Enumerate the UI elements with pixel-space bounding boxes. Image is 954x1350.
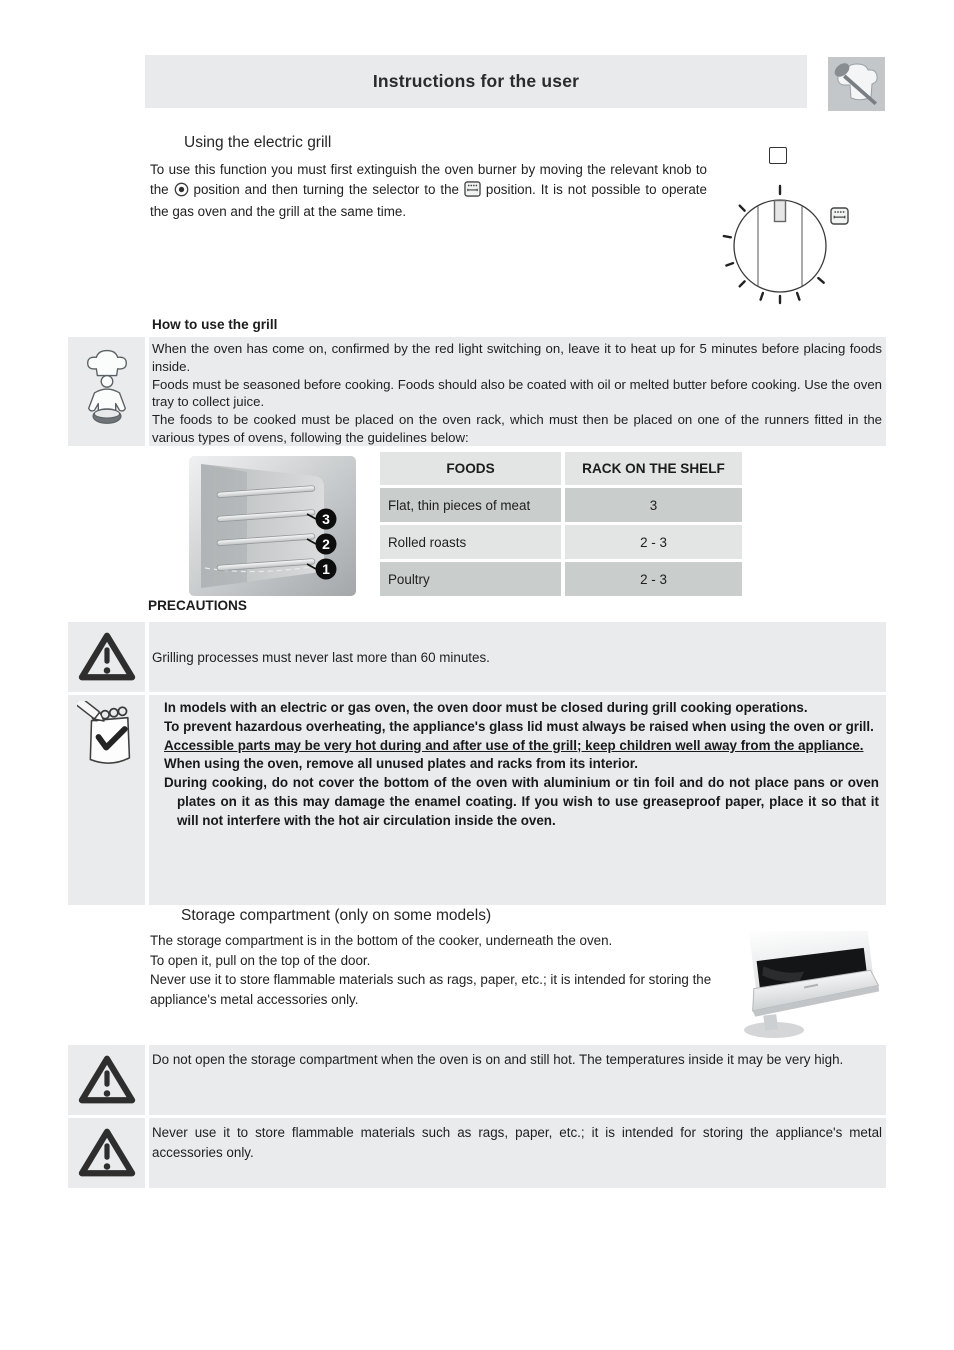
table-cell-food: Rolled roasts <box>380 525 561 559</box>
storage-paragraph: To open it, pull on the top of the door. <box>150 952 371 968</box>
table-cell-rack: 3 <box>565 488 742 522</box>
spoon-chef-hat-graphic <box>832 60 882 108</box>
badge-1: 1 <box>322 561 330 577</box>
intro-text-1: To use this function you must first extinguish the oven burner by moving the relevant knob to the <box>150 162 707 197</box>
grill-foods-table <box>380 452 742 596</box>
howto-paragraph: When the oven has come on, confirmed by the red light switching on, leave it to heat up for 5 minutes before placing foods inside. <box>152 341 882 374</box>
note-item: In models with an electric or gas oven, the oven door must be closed during grill cooking operations. <box>164 700 808 715</box>
grill-element-icon <box>464 181 481 203</box>
spoon-chef-hat-icon <box>828 57 885 111</box>
table-cell-rack: 2 - 3 <box>565 525 742 559</box>
howto-paragraph: Foods must be seasoned before cooking. Foods should also be coated with oil or melted butter before cooking. Use the oven tray to collect juice. <box>152 376 882 410</box>
knob-grill-symbol <box>831 208 848 224</box>
storage-section-heading: Storage compartment (only on some models) <box>181 907 492 924</box>
selector-indicator-box <box>769 147 787 164</box>
table-cell-food: Flat, thin pieces of meat <box>380 488 561 522</box>
grill-section-heading: Using the electric grill <box>184 134 332 151</box>
storage-paragraph: The storage compartment is in the bottom of the cooker, underneath the oven. <box>150 933 613 948</box>
table-cell-food: Poultry <box>380 562 561 596</box>
page-header <box>145 55 807 108</box>
table-header-rack: RACK ON THE SHELF <box>565 452 742 485</box>
warning-triangle-icon <box>78 1054 136 1106</box>
warning-icon-box <box>68 622 145 692</box>
badge-3: 3 <box>322 511 330 527</box>
note-icon-box <box>68 695 145 905</box>
storage-flammable-warning-text: Never use it to store flammable materials such as rags, paper, etc.; it is intended for storing the appliance's metal accessories only. <box>152 1125 882 1160</box>
storage-text-block <box>150 931 716 1009</box>
warning-triangle-icon <box>78 631 136 683</box>
storage-compartment-photo <box>732 931 884 1041</box>
notepad-checkmark-icon <box>77 701 137 769</box>
note-item: When using the oven, remove all unused plates and racks from its interior. <box>164 756 638 772</box>
intro-text-2: position and then turning the selector to the <box>193 181 459 197</box>
warning-icon-box <box>68 1045 145 1115</box>
howto-text-block <box>149 337 886 446</box>
howto-heading: How to use the grill <box>152 317 278 332</box>
chef-cooking-icon <box>80 348 134 436</box>
storage-hot-warning-text: Do not open the storage compartment when the oven is on and still hot. The temperatures inside it may be very high. <box>152 1052 844 1067</box>
warning-icon-box <box>68 1118 145 1188</box>
grilling-warning-text: Grilling processes must never last more than 60 minutes. <box>152 649 490 665</box>
storage-flammable-warning-block <box>149 1118 886 1188</box>
precautions-heading: PRECAUTIONS <box>148 598 247 613</box>
table-header-foods: FOODS <box>380 452 561 485</box>
selector-knob-diagram <box>706 172 890 314</box>
storage-hot-warning-block <box>149 1045 886 1115</box>
note-item-underlined: Accessible parts may be very hot during and after use of the grill; keep children well away from the appliance. <box>164 737 864 753</box>
storage-paragraph: Never use it to store flammable materials such as rags, paper, etc.; it is intended for storing the appliance's metal accessories only. <box>150 972 712 1007</box>
page-title: Instructions for the user <box>372 71 580 91</box>
grill-intro-paragraph <box>150 160 707 222</box>
chef-icon-box <box>68 337 145 446</box>
badge-2: 2 <box>322 536 330 552</box>
notes-block <box>149 695 886 905</box>
warning-triangle-icon <box>78 1127 136 1179</box>
howto-paragraph: The foods to be cooked must be placed on the oven rack, which must then be placed on one of the runners fitted in the various types of ovens, following the guidelines below: <box>152 412 882 445</box>
note-item: During cooking, do not cover the bottom of the oven with aluminium or tin foil and do not place pans or oven plates on it as this may damage the enamel coating. If you wish to use greaseproof paper, place it so that it will not interfere with the hot air circulation inside the oven. <box>164 775 879 828</box>
intro-text-3: position. It is not possible to operate the gas oven and the grill at the same time. <box>150 181 707 220</box>
oven-rack-diagram <box>189 456 356 596</box>
table-cell-rack: 2 - 3 <box>565 562 742 596</box>
burner-off-icon <box>174 182 189 203</box>
rack-number-badges <box>316 509 337 580</box>
note-item: To prevent hazardous overheating, the appliance's glass lid must always be raised when using the oven or grill. <box>164 718 874 734</box>
grilling-warning-block <box>149 622 886 692</box>
